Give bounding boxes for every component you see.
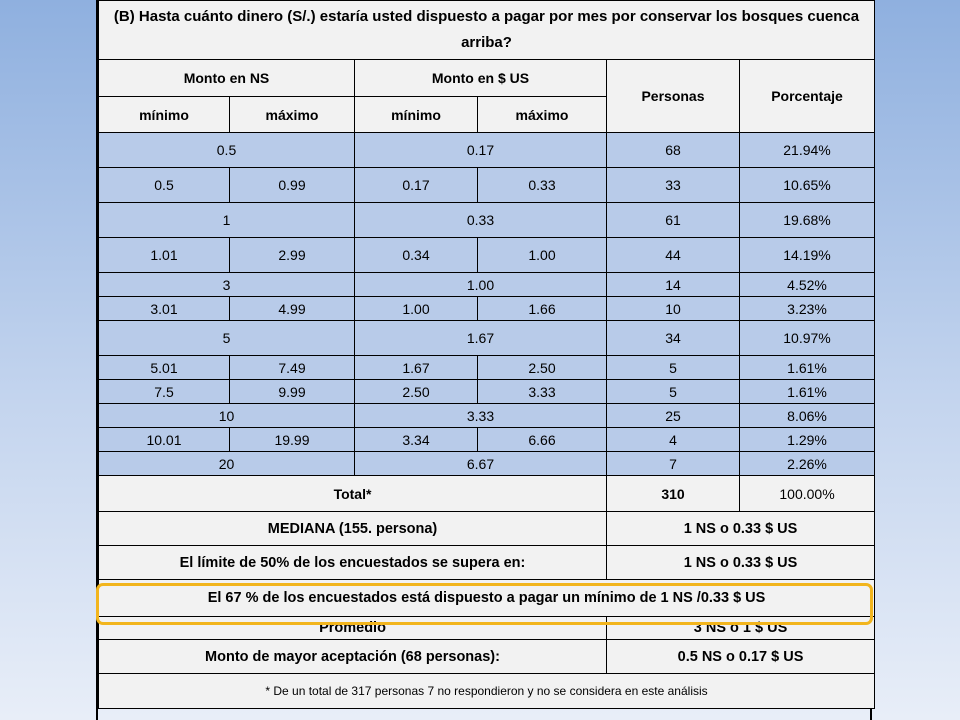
cell-ns-max: 0.99 [230,168,355,203]
footnote-row [99,674,875,709]
cell-ns-max: 9.99 [230,380,355,404]
cell-porcentaje: 1.29% [740,428,875,452]
mayor-aceptacion-label: Monto de mayor aceptación (68 personas): [99,640,607,674]
cell-ns-min: 1.01 [99,238,230,273]
cell-us-min: 1.00 [355,297,478,321]
header-porcentaje: Porcentaje [740,60,875,133]
table-row [99,428,875,452]
cell-us-min: 0.34 [355,238,478,273]
cell-us: 1.00 [355,273,607,297]
cell-ns-max: 4.99 [230,297,355,321]
cell-porcentaje: 19.68% [740,203,875,238]
cell-us: 0.33 [355,203,607,238]
highlight-row [99,580,875,617]
total-porcentaje: 100.00% [740,476,875,512]
cell-us-max: 0.33 [478,168,607,203]
total-row [99,476,875,512]
header-monto-ns: Monto en NS [99,60,355,97]
table-row [99,273,875,297]
cell-porcentaje: 14.19% [740,238,875,273]
mayor-aceptacion-value: 0.5 NS o 0.17 $ US [607,640,875,674]
cell-personas: 33 [607,168,740,203]
table-row [99,321,875,356]
cell-ns: 5 [99,321,355,356]
limite-label: El límite de 50% de los encuestados se supera en: [99,546,607,580]
cell-personas: 5 [607,356,740,380]
cell-porcentaje: 1.61% [740,380,875,404]
header-us-minimo: mínimo [355,97,478,133]
cell-ns: 3 [99,273,355,297]
table-row [99,380,875,404]
table-row [99,133,875,168]
header-us-maximo: máximo [478,97,607,133]
cell-ns: 20 [99,452,355,476]
header-ns-minimo: mínimo [99,97,230,133]
cell-us-max: 1.00 [478,238,607,273]
mayor-aceptacion-row [99,640,875,674]
cell-personas: 7 [607,452,740,476]
cell-us-min: 2.50 [355,380,478,404]
mediana-row [99,512,875,546]
cell-porcentaje: 10.65% [740,168,875,203]
cell-porcentaje: 3.23% [740,297,875,321]
cell-us-min: 3.34 [355,428,478,452]
highlight-text: El 67 % de los encuestados está dispuesto a pagar un mínimo de 1 NS /0.33 $ US [99,580,875,617]
cell-personas: 61 [607,203,740,238]
cell-personas: 10 [607,297,740,321]
cell-ns: 10 [99,404,355,428]
cell-porcentaje: 1.61% [740,356,875,380]
table-row [99,297,875,321]
title-row [99,1,875,60]
promedio-label: Promedio [99,617,607,640]
table-row [99,168,875,203]
cell-personas: 25 [607,404,740,428]
total-personas: 310 [607,476,740,512]
footnote: * De un total de 317 personas 7 no respondieron y no se considera en este análisis [99,674,875,709]
cell-us-min: 1.67 [355,356,478,380]
cell-ns-min: 7.5 [99,380,230,404]
cell-us-max: 1.66 [478,297,607,321]
cell-personas: 14 [607,273,740,297]
survey-table-container [96,0,872,720]
mediana-value: 1 NS o 0.33 $ US [607,512,875,546]
cell-porcentaje: 21.94% [740,133,875,168]
cell-us-min: 0.17 [355,168,478,203]
limite-row [99,546,875,580]
header-ns-maximo: máximo [230,97,355,133]
cell-ns-min: 3.01 [99,297,230,321]
table-row [99,203,875,238]
mediana-label: MEDIANA (155. persona) [99,512,607,546]
cell-us: 3.33 [355,404,607,428]
promedio-row [99,617,875,640]
cell-us: 6.67 [355,452,607,476]
cell-personas: 5 [607,380,740,404]
table-row [99,452,875,476]
promedio-value: 3 NS o 1 $ US [607,617,875,640]
table-row [99,404,875,428]
cell-personas: 68 [607,133,740,168]
header-monto-us: Monto en $ US [355,60,607,97]
header-personas: Personas [607,60,740,133]
cell-us: 0.17 [355,133,607,168]
cell-porcentaje: 2.26% [740,452,875,476]
cell-ns-max: 19.99 [230,428,355,452]
survey-table [98,0,875,709]
cell-porcentaje: 8.06% [740,404,875,428]
cell-us-max: 2.50 [478,356,607,380]
total-label: Total* [99,476,607,512]
cell-ns-min: 10.01 [99,428,230,452]
cell-ns: 0.5 [99,133,355,168]
cell-porcentaje: 4.52% [740,273,875,297]
table-row [99,356,875,380]
cell-personas: 4 [607,428,740,452]
cell-us: 1.67 [355,321,607,356]
cell-us-max: 6.66 [478,428,607,452]
header-row-1 [99,60,875,97]
cell-personas: 44 [607,238,740,273]
cell-ns-min: 5.01 [99,356,230,380]
limite-value: 1 NS o 0.33 $ US [607,546,875,580]
cell-personas: 34 [607,321,740,356]
cell-ns-min: 0.5 [99,168,230,203]
cell-us-max: 3.33 [478,380,607,404]
cell-ns: 1 [99,203,355,238]
cell-porcentaje: 10.97% [740,321,875,356]
table-row [99,238,875,273]
cell-ns-max: 7.49 [230,356,355,380]
table-title: (B) Hasta cuánto dinero (S/.) estaría usted dispuesto a pagar por mes por conservar los bosques cuenca arriba? [99,1,875,60]
cell-ns-max: 2.99 [230,238,355,273]
